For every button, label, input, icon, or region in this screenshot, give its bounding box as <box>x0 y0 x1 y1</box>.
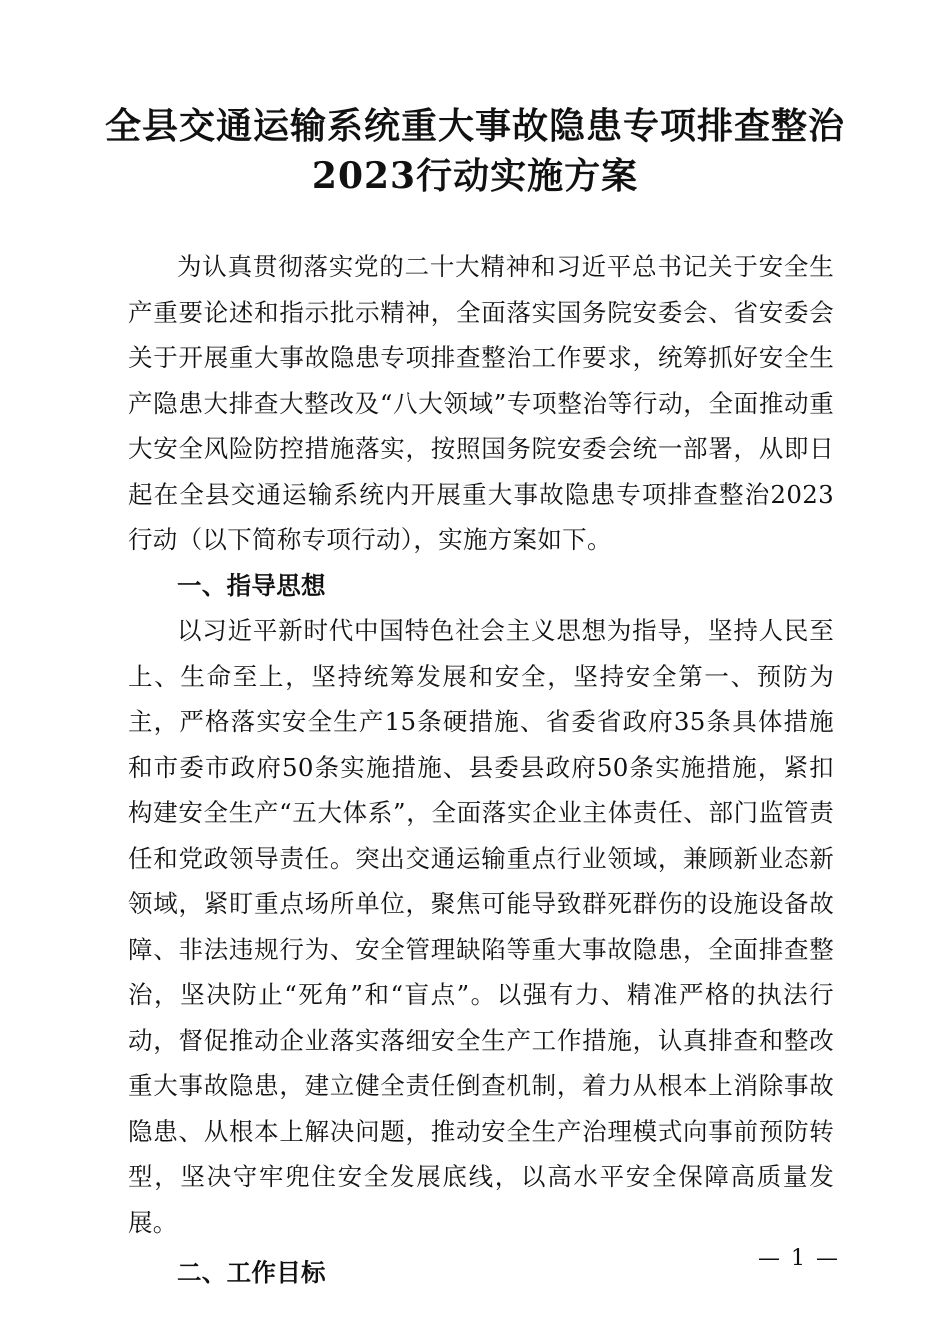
document-title-line-2: 2023行动实施方案 <box>311 155 639 197</box>
page-number: — 1 — <box>758 1246 840 1271</box>
guiding-ideology-paragraph: 以习近平新时代中国特色社会主义思想为指导，坚持人民至上、生命至上，坚持统筹发展和安全，坚持安全第一、预防为主，严格落实安全生产15条硬措施、省委省政府35条具体措施和市委市政府50条实施措施、县委县政府50条实施措施，紧扣构建安全生产“五大体系”，全面落实企业主体责任、部门监管责任和党政领导责任。突出交通运输重点行业领域，兼顾新业态新领域，紧盯重点场所单位，聚焦可能导致群死群伤的设施设备故障、非法违规行为、安全管理缺陷等重大事故隐患，全面排查整治，坚决防止“死角”和“盲点”。以强有力、精准严格的执法行动，督促推动企业落实落细安全生产工作措施，认真排查和整改重大事故隐患，建立健全责任倒查机制，着力从根本上消除事故隐患、从根本上解决问题，推动安全生产治理模式向事前预防转型，坚决守牢兜住安全发展底线，以高水平安全保障高质量发展。 <box>128 616 834 1237</box>
intro-paragraph: 为认真贯彻落实党的二十大精神和习近平总书记关于安全生产重要论述和指示批示精神，全面落实国务院安委会、省安委会关于开展重大事故隐患专项排查整治工作要求，统筹抓好安全生产隐患大排查大整改及“八大领域”专项整治等行动，全面推动重大安全风险防控措施落实，按照国务院安委会统一部署，从即日起在全县交通运输系统内开展重大事故隐患专项排查整治2023行动（以下简称专项行动），实施方案如下。 <box>128 252 834 554</box>
document-body <box>128 244 834 1296</box>
document-title-line-1: 全县交通运输系统重大事故隐患专项排查整治 <box>104 105 845 147</box>
section-heading-work-goals: 二、工作目标 <box>177 1258 326 1287</box>
section-heading-guiding-ideology: 一、指导思想 <box>177 570 326 600</box>
